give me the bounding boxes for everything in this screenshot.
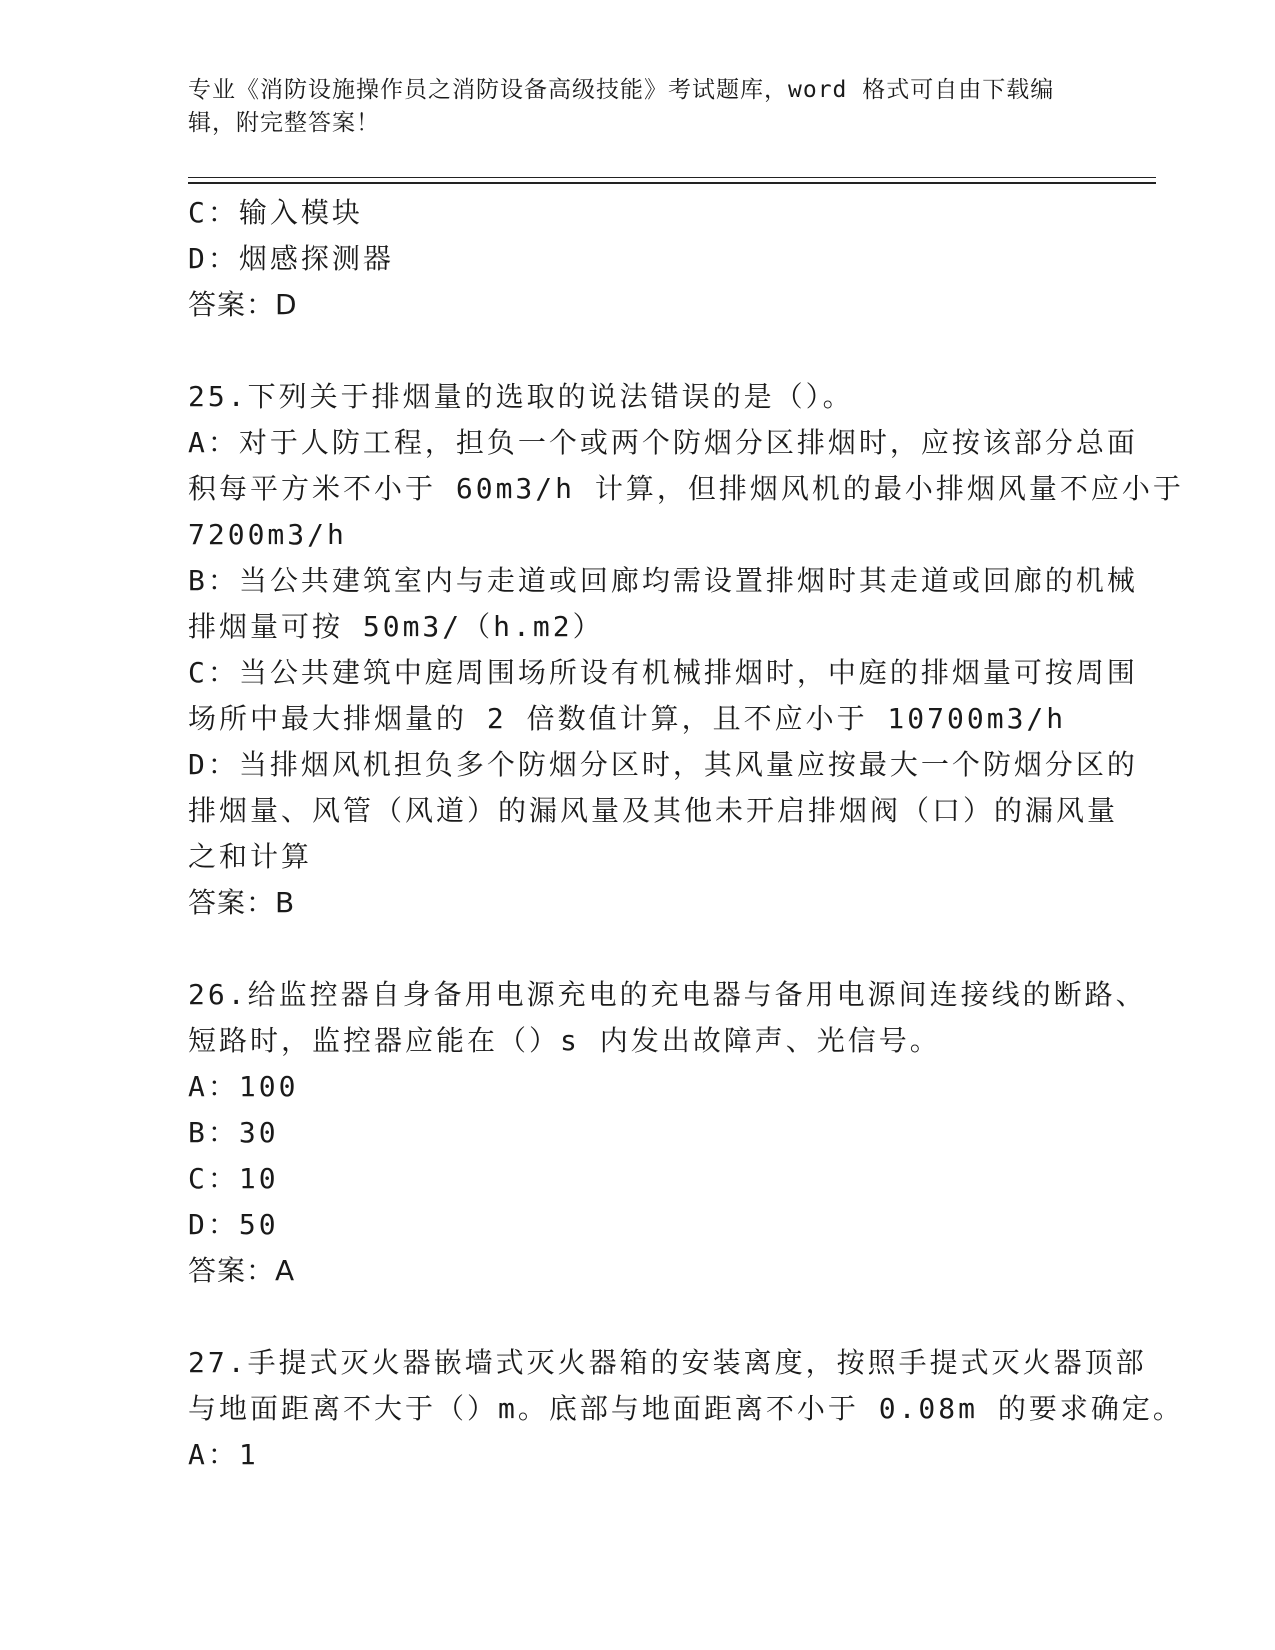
option-b: 排烟量可按 50m3/（h.m2） — [188, 610, 604, 643]
answer-line: 答案：A — [188, 1254, 296, 1287]
option-a: A：100 — [188, 1070, 299, 1103]
header-line: 辑，附完整答案！ — [188, 110, 380, 136]
header-divider — [188, 182, 1156, 184]
answer-line: 答案：D — [188, 288, 298, 321]
option-d: D：50 — [188, 1208, 279, 1241]
header-line: 专业《消防设施操作员之消防设备高级技能》考试题库，word 格式可自由下载编 — [188, 77, 1055, 103]
question-27-stem: 与地面距离不大于（）m。底部与地面距离不小于 0.08m 的要求确定。 — [188, 1392, 1184, 1425]
option-c: C：输入模块 — [188, 196, 363, 229]
option-b: B：30 — [188, 1116, 279, 1149]
document-header — [188, 74, 1068, 140]
option-c: 场所中最大排烟量的 2 倍数值计算，且不应小于 10700m3/h — [188, 702, 1067, 735]
header-divider — [188, 177, 1156, 178]
question-26-stem: 26.给监控器自身备用电源充电的充电器与备用电源间连接线的断路、 — [188, 978, 1147, 1011]
option-a: 7200m3/h — [188, 518, 347, 551]
option-d: D：烟感探测器 — [188, 242, 394, 275]
option-a: 积每平方米不小于 60m3/h 计算，但排烟风机的最小排烟风量不应小于 — [188, 472, 1184, 505]
question-25-stem: 25.下列关于排烟量的选取的说法错误的是（）。 — [188, 380, 854, 413]
option-b: B：当公共建筑室内与走道或回廊均需设置排烟时其走道或回廊的机械 — [188, 564, 1138, 597]
option-c: C：当公共建筑中庭周围场所设有机械排烟时，中庭的排烟量可按周围 — [188, 656, 1138, 689]
option-a: A：对于人防工程，担负一个或两个防烟分区排烟时，应按该部分总面 — [188, 426, 1138, 459]
option-d: 排烟量、风管（风道）的漏风量及其他未开启排烟阀（口）的漏风量 — [188, 794, 1119, 827]
answer-line: 答案：B — [188, 886, 296, 919]
question-27-stem: 27.手提式灭火器嵌墙式灭火器箱的安装离度，按照手提式灭火器顶部 — [188, 1346, 1147, 1379]
option-a: A：1 — [188, 1438, 259, 1471]
question-content — [188, 190, 1184, 1478]
option-d: 之和计算 — [188, 840, 313, 873]
option-d: D：当排烟风机担负多个防烟分区时，其风量应按最大一个防烟分区的 — [188, 748, 1138, 781]
question-26-stem: 短路时，监控器应能在（）s 内发出故障声、光信号。 — [188, 1024, 941, 1057]
option-c: C：10 — [188, 1162, 279, 1195]
